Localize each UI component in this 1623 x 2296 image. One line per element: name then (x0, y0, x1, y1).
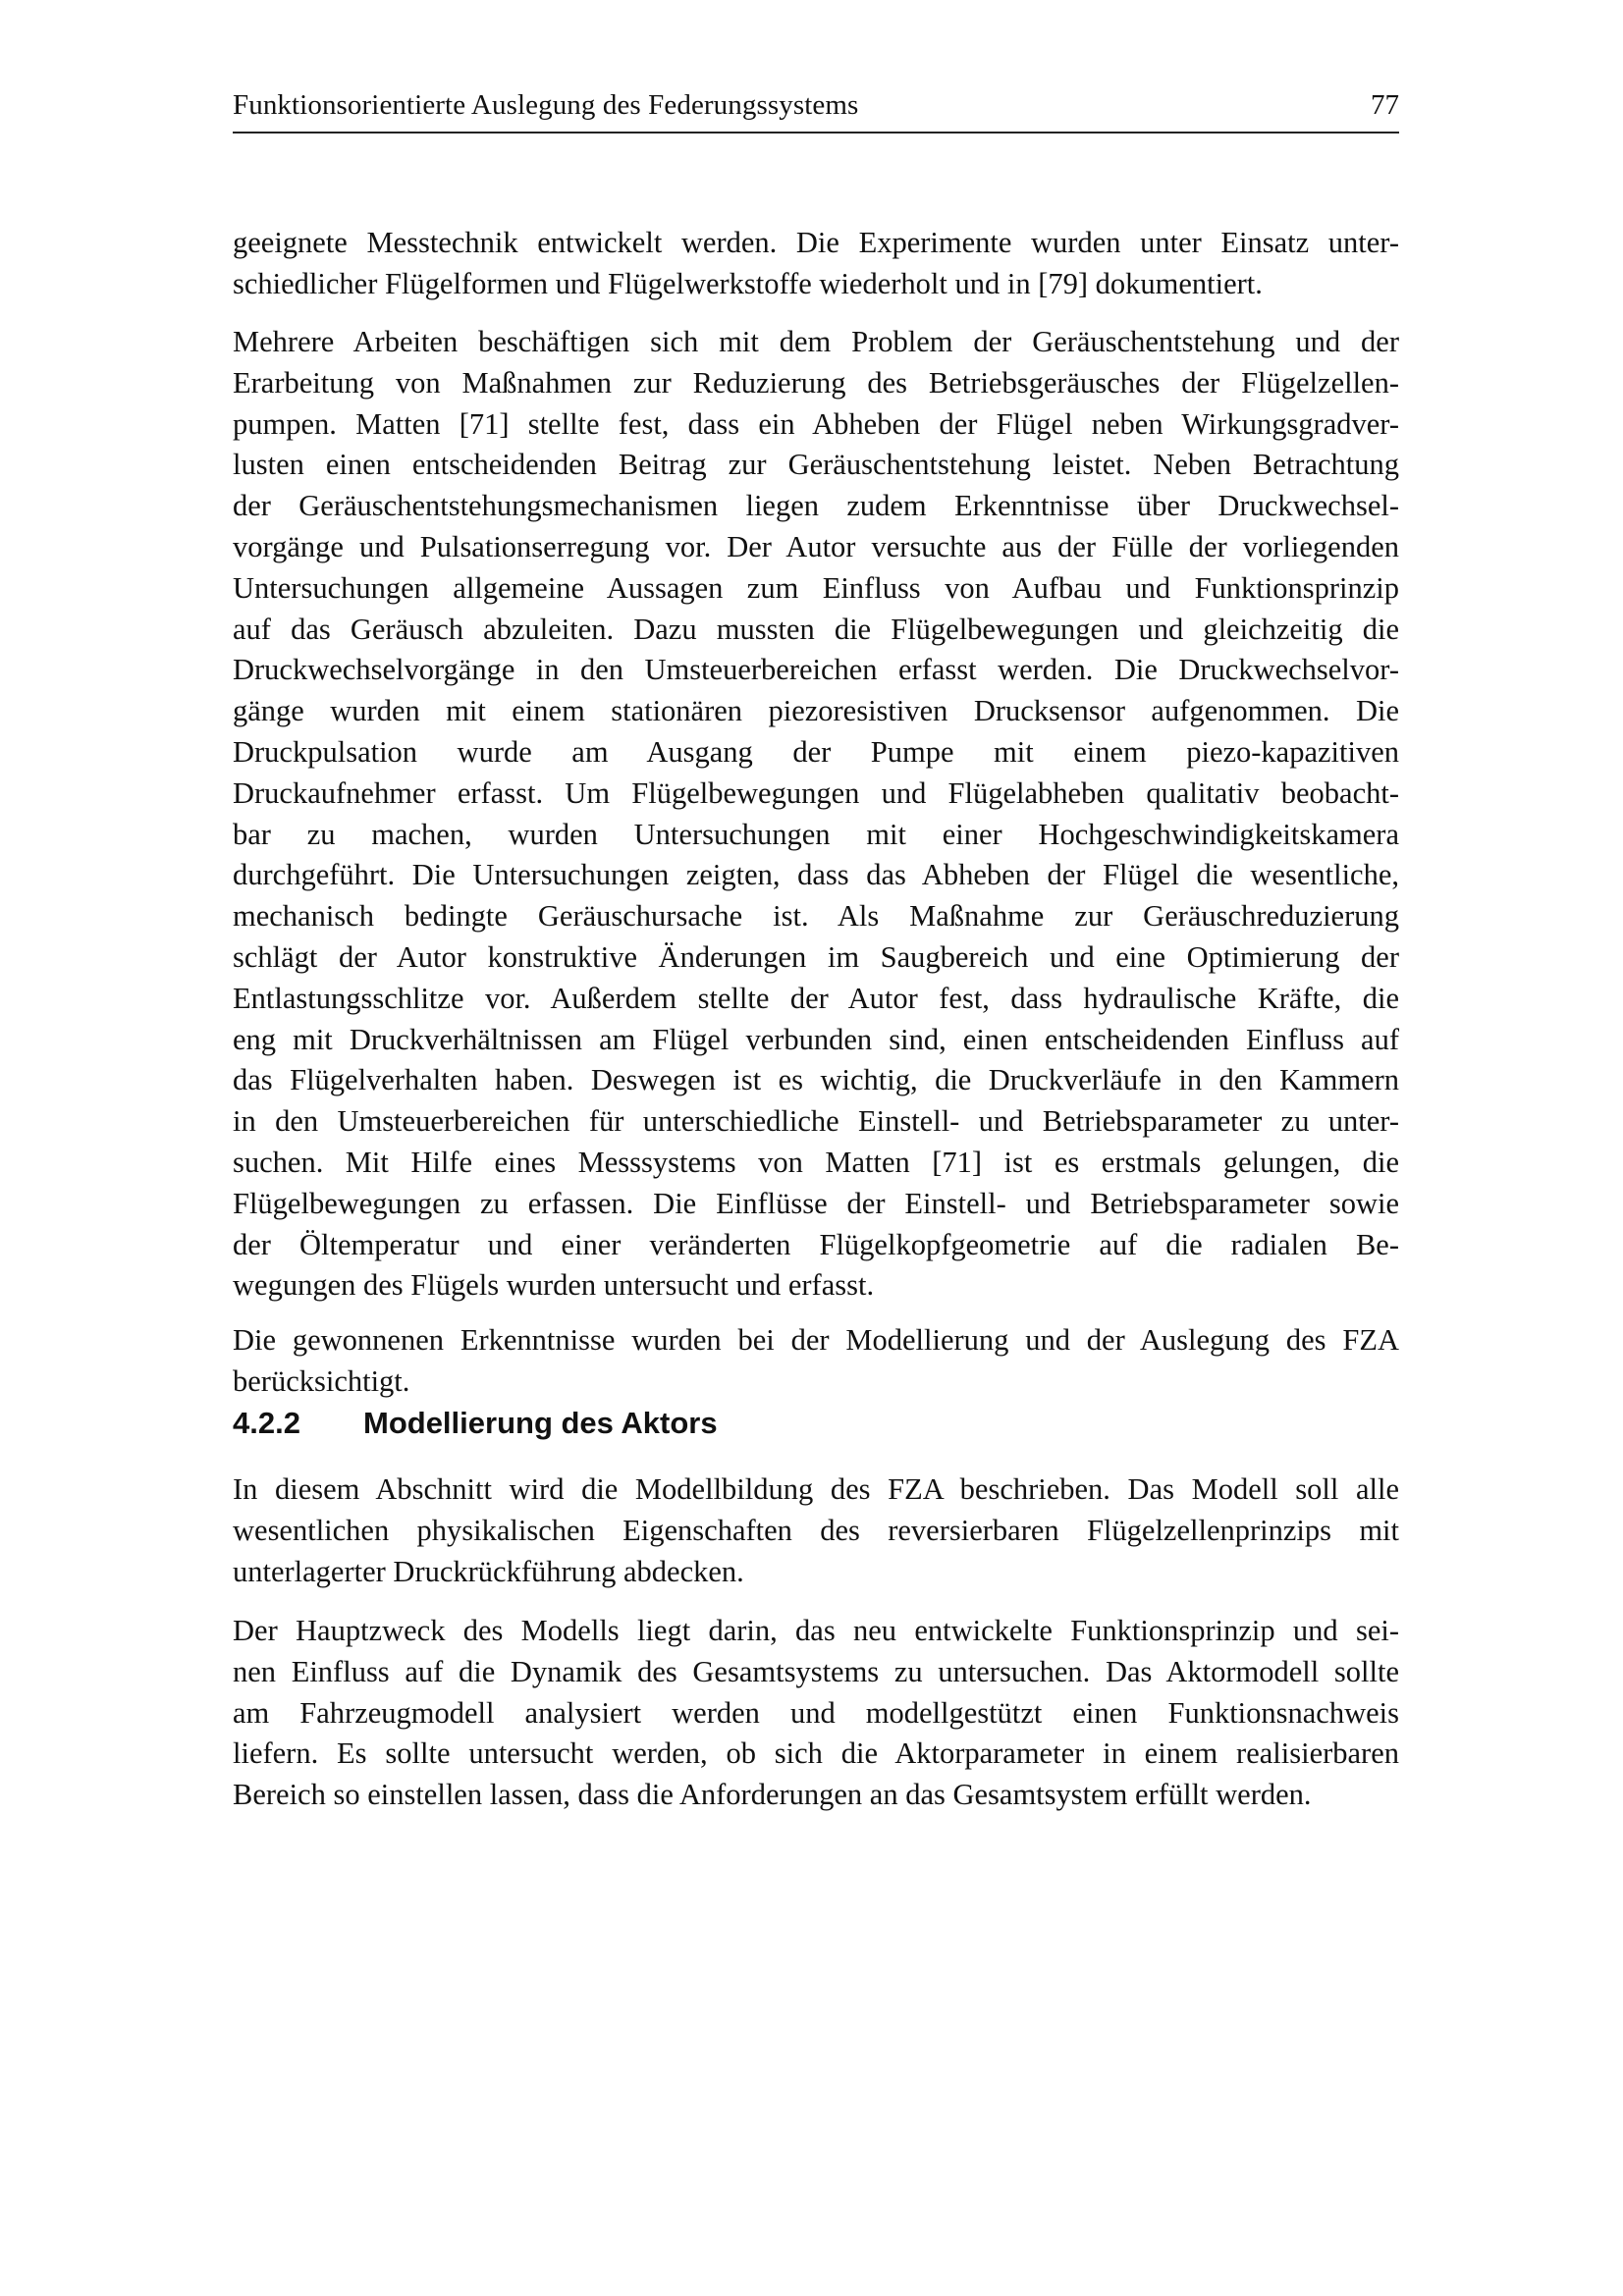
text-line: suchen. Mit Hilfe eines Messsystems von Matten [71] ist es erstmals gelungen, die (233, 1145, 1399, 1179)
paragraph-1 (233, 223, 1399, 305)
text-line: Der Hauptzweck des Modells liegt darin, das neu entwickelte Funktionsprinzip und sei- (233, 1614, 1399, 1647)
text-line: bar zu machen, wurden Untersuchungen mit einer Hochgeschwindigkeitskamera (233, 817, 1399, 851)
text-line: wegungen des Flügels wurden untersucht und erfasst. (233, 1268, 875, 1303)
text-line: Die gewonnenen Erkenntnisse wurden bei der Modellierung und der Auslegung des FZA (233, 1323, 1399, 1357)
text-line: In diesem Abschnitt wird die Modellbildung des FZA beschrieben. Das Modell soll alle (233, 1472, 1399, 1506)
text-line: unterlagerter Druckrückführung abdecken. (233, 1554, 744, 1588)
text-line: in den Umsteuerbereichen für unterschiedliche Einstell- und Betriebsparameter zu unter- (233, 1104, 1399, 1139)
text-line: Untersuchungen allgemeine Aussagen zum Einfluss von Aufbau und Funktionsprinzip (233, 570, 1399, 605)
text-line: der Geräuschentstehungsmechanismen liegen zudem Erkenntnisse über Druckwechsel- (233, 489, 1399, 523)
text-line: lusten einen entscheidenden Beitrag zur Geräuschentstehung leistet. Neben Betrachtung (233, 448, 1399, 482)
paragraph-2 (233, 322, 1399, 1307)
section-number: 4.2.2 (233, 1406, 300, 1440)
text-line: Druckaufnehmer erfasst. Um Flügelbewegungen und Flügelabheben qualitativ beobacht- (233, 775, 1399, 810)
text-line: gänge wurden mit einem stationären piezoresistiven Drucksensor aufgenommen. Die (233, 694, 1399, 728)
text-line: auf das Geräusch abzuleiten. Dazu mussten die Flügelbewegungen und gleichzeitig die (233, 612, 1399, 646)
text-line: das Flügelverhalten haben. Deswegen ist es wichtig, die Druckverläufe in den Kammern (233, 1063, 1399, 1097)
text-line: geeignete Messtechnik entwickelt werden. Die Experimente wurden unter Einsatz unter- (233, 226, 1399, 259)
section-heading (233, 1404, 1399, 1443)
text-line: pumpen. Matten [71] stellte fest, dass ein Abheben der Flügel neben Wirkungsgradver- (233, 406, 1399, 441)
text-line: durchgeführt. Die Untersuchungen zeigten, dass das Abheben der Flügel die wesentliche, (233, 858, 1399, 892)
text-line: am Fahrzeugmodell analysiert werden und modellgestützt einen Funktionsnachweis (233, 1695, 1399, 1730)
text-line: Druckwechselvorgänge in den Umsteuerbereichen erfasst werden. Die Druckwechselvor- (233, 653, 1399, 687)
text-line: Entlastungsschlitze vor. Außerdem stellte der Autor fest, dass hydraulische Kräfte, die (233, 981, 1399, 1015)
page-number: 77 (1371, 89, 1399, 121)
paragraph-3 (233, 1320, 1399, 1403)
text-line: Flügelbewegungen zu erfassen. Die Einflüsse der Einstell- und Betriebsparameter sowie (233, 1186, 1399, 1220)
text-line: nen Einfluss auf die Dynamik des Gesamtsystems zu untersuchen. Das Aktormodell sollte (233, 1654, 1399, 1688)
text-line: liefern. Es sollte untersucht werden, ob sich die Aktorparameter in einem realisierbaren (233, 1736, 1399, 1771)
text-line: schiedlicher Flügelformen und Flügelwerkstoffe wiederholt und in [79] dokumentiert. (233, 266, 1263, 300)
section-title: Modellierung des Aktors (363, 1406, 718, 1440)
text-line: berücksichtigt. (233, 1363, 410, 1398)
running-header (233, 84, 1399, 133)
text-line: Erarbeitung von Maßnahmen zur Reduzierung des Betriebsgeräusches der Flügelzellen- (233, 365, 1399, 400)
text-line: mechanisch bedingte Geräuschursache ist. Als Maßnahme zur Geräuschreduzierung (233, 899, 1399, 934)
text-line: Mehrere Arbeiten beschäftigen sich mit dem Problem der Geräuschentstehung und der (233, 325, 1399, 358)
text-line: eng mit Druckverhältnissen am Flügel verbunden sind, einen entscheidenden Einfluss auf (233, 1022, 1399, 1056)
text-line: Bereich so einstellen lassen, dass die Anforderungen an das Gesamtsystem erfüllt werden. (233, 1778, 1312, 1812)
text-line: wesentlichen physikalischen Eigenschaften des reversierbaren Flügelzellenprinzips mit (233, 1513, 1399, 1547)
header-title: Funktionsorientierte Auslegung des Federungssystems (233, 89, 859, 121)
section-paragraph-1 (233, 1469, 1399, 1592)
text-line: der Öltemperatur und einer veränderten Flügelkopfgeometrie auf die radialen Be- (233, 1227, 1399, 1261)
text-line: vorgänge und Pulsationserregung vor. Der Autor versuchte aus der Fülle der vorliegenden (233, 529, 1399, 563)
section-paragraph-2 (233, 1611, 1399, 1816)
text-line: schlägt der Autor konstruktive Änderungen im Saugbereich und eine Optimierung der (233, 939, 1399, 974)
text-line: Druckpulsation wurde am Ausgang der Pumpe mit einem piezo-kapazitiven (233, 734, 1399, 769)
